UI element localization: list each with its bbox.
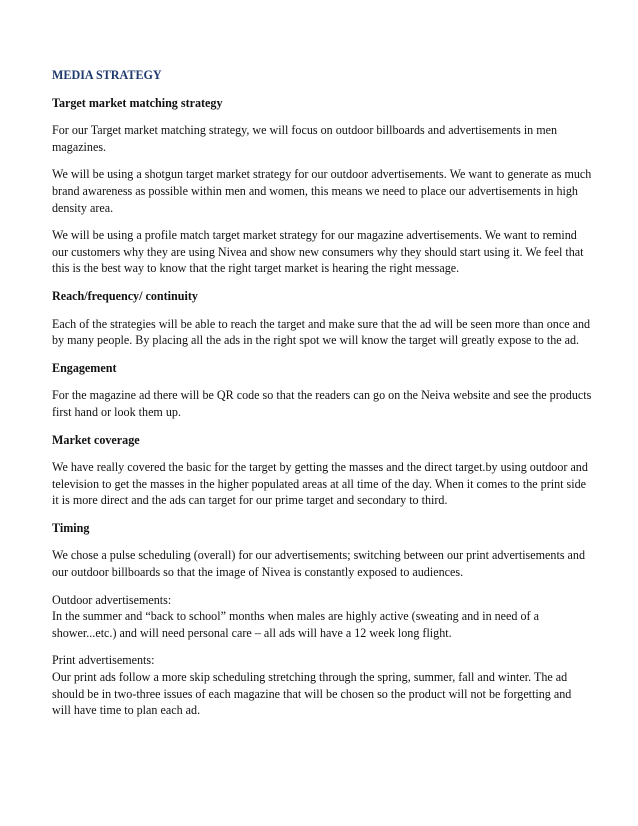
paragraph-timing: We chose a pulse scheduling (overall) for our advertisements; switching between our print advertisements and our outdoor billboards so that the image of Nivea is constantly exposed to audiences.	[52, 548, 586, 580]
section-heading-target-market: Target market matching strategy	[52, 95, 223, 110]
outdoor-advertisements-text: In the summer and “back to school” months when males are highly active (sweating and in need of a shower...etc.) and will need personal care – all ads will have a 12 week long flight.	[52, 609, 539, 640]
section-heading-engagement: Engagement	[52, 360, 117, 375]
outdoor-advertisements-block	[52, 592, 592, 642]
paragraph-engagement: For the magazine ad there will be QR code so that the readers can go on the Neiva website and see the products first hand or look them up.	[52, 388, 592, 419]
section-heading-reach: Reach/frequency/ continuity	[52, 288, 198, 303]
section-heading-market-coverage: Market coverage	[52, 432, 140, 447]
print-advertisements-block	[52, 652, 592, 718]
print-advertisements-text: Our print ads follow a more skip scheduling stretching through the spring, summer, fall and winter. The ad should be in two-three issues of each magazine that will be chosen so the product will not be forgetting and will have time to plan each ad.	[52, 670, 572, 718]
document-title: MEDIA STRATEGY	[52, 68, 162, 82]
print-advertisements-label: Print advertisements:	[52, 653, 155, 668]
paragraph-shotgun-strategy: We will be using a shotgun target market strategy for our outdoor advertisements. We want to generate as much brand awareness as possible within men and women, this means we need to place our advertisements in high density area.	[52, 167, 592, 215]
paragraph-reach: Each of the strategies will be able to reach the target and make sure that the ad will be seen more than once and by many people. By placing all the ads in the right spot we will know the target will greatly expose to the ad.	[52, 316, 591, 348]
paragraph-market-coverage: We have really covered the basic for the target by getting the masses and the direct target.by using outdoor and television to get the masses in the higher populated areas at all time of the day. When it comes to the print side it is more direct and the ads can target for our prime target and secondary to third.	[52, 460, 588, 508]
outdoor-advertisements-label: Outdoor advertisements:	[52, 592, 172, 607]
section-heading-timing: Timing	[52, 520, 90, 535]
paragraph-target-intro: For our Target market matching strategy, we will focus on outdoor billboards and advertisements in men magazines.	[52, 123, 558, 154]
paragraph-profile-match: We will be using a profile match target market strategy for our magazine advertisements. We want to remind our customers why they are using Nivea and show new consumers why they should start using it. We feel that this is the best way to know that the right target market is hearing the right message.	[52, 228, 584, 276]
document-page	[52, 67, 592, 730]
